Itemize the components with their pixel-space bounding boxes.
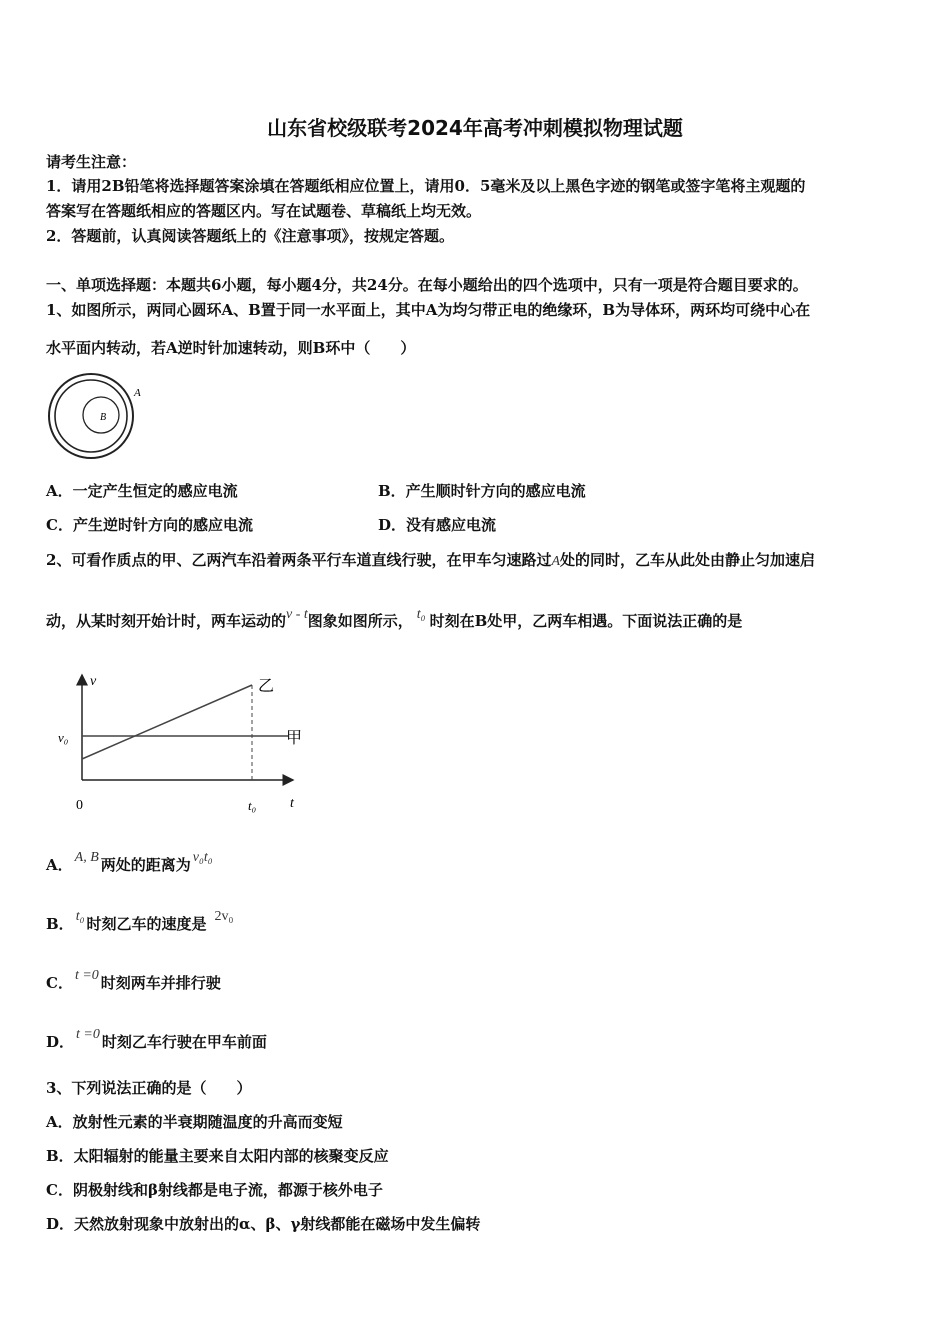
q2-stem-line-2: 动，从某时刻开始计时，两车运动的v - t图象如图所示， t₀ 时刻在B处甲，乙两车相遇。下面说法正确的是	[46, 607, 743, 630]
t0-label: t₀	[248, 798, 257, 813]
q2-vt-graph	[50, 665, 320, 825]
ring-a	[49, 374, 133, 458]
q2-option-c: C． t =0 时刻两车并排行驶	[46, 968, 221, 992]
q1-option-c: C．产生逆时针方向的感应电流	[46, 516, 253, 534]
notice-item-1-line-1: 1．请用2B铅笔将选择题答案涂填在答题纸相应位置上，请用0．5毫米及以上黑色字迹的钢笔或签字笔将主观题的	[46, 177, 806, 195]
notice-item-2: 2．答题前，认真阅读答题纸上的《注意事项》，按规定答题。	[46, 227, 454, 245]
q1-option-b: B．产生顺时针方向的感应电流	[378, 482, 586, 500]
section-1-heading: 一、单项选择题：本题共6小题，每小题4分，共24分。在每小题给出的四个选项中，只有一项是符合题目要求的。	[46, 276, 808, 294]
q3-option-c: C．阴极射线和β射线都是电子流，都源于核外电子	[46, 1181, 383, 1199]
ring-b-label: B	[100, 412, 107, 423]
notice-item-1-line-2: 答案写在答题纸相应的答题区内。写在试题卷、草稿纸上均无效。	[46, 202, 482, 220]
q3-stem: 3、下列说法正确的是（ ）	[46, 1079, 252, 1097]
q1-stem-line-2: 水平面内转动，若A逆时针加速转动，则B环中（ ）	[46, 339, 416, 357]
notice-heading: 请考生注意：	[46, 153, 137, 171]
ring-a-label: A	[134, 387, 141, 399]
q3-option-d: D．天然放射现象中放射出的α、β、γ射线都能在磁场中发生偏转	[46, 1215, 481, 1233]
q2-option-b: B． t₀ 时刻乙车的速度是 2v₀	[46, 909, 234, 933]
q2-vt-symbol: v - t	[286, 607, 308, 622]
ring-a-inner-edge	[55, 380, 127, 452]
q2-point-a-symbol: A	[551, 554, 561, 569]
y-axis-label: v	[90, 674, 97, 689]
q1-stem-line-1: 1、如图所示，两同心圆环A、B置于同一水平面上，其中A为均匀带正电的绝缘环，B为导体环，两环均可绕中心在	[46, 301, 811, 319]
q2-option-d: D． t =0 时刻乙车行驶在甲车前面	[46, 1027, 267, 1051]
q1-option-d: D．没有感应电流	[378, 516, 497, 534]
q1-option-a: A．一定产生恒定的感应电流	[46, 482, 238, 500]
q1-concentric-rings-figure	[44, 370, 154, 464]
yi-label: 乙	[258, 678, 275, 695]
q2-option-a: A． A, B 两处的距离为 v₀t₀	[46, 850, 213, 874]
q2-t0-symbol: t₀	[416, 607, 426, 622]
q3-option-b: B．太阳辐射的能量主要来自太阳内部的核聚变反应	[46, 1147, 389, 1165]
x-axis-label: t	[290, 796, 294, 811]
yi-line	[82, 685, 252, 759]
jia-label: 甲	[286, 730, 303, 747]
v0-label: v₀	[58, 730, 69, 745]
origin-label: 0	[76, 798, 83, 813]
q2-stem-line-1: 2、可看作质点的甲、乙两汽车沿着两条平行车道直线行驶，在甲车匀速路过A处的同时，乙车从此处由静止匀加速启	[46, 551, 816, 569]
q3-option-a: A．放射性元素的半衰期随温度的升高而变短	[46, 1113, 343, 1131]
page-title: 山东省校级联考2024年高考冲刺模拟物理试题	[267, 116, 683, 140]
